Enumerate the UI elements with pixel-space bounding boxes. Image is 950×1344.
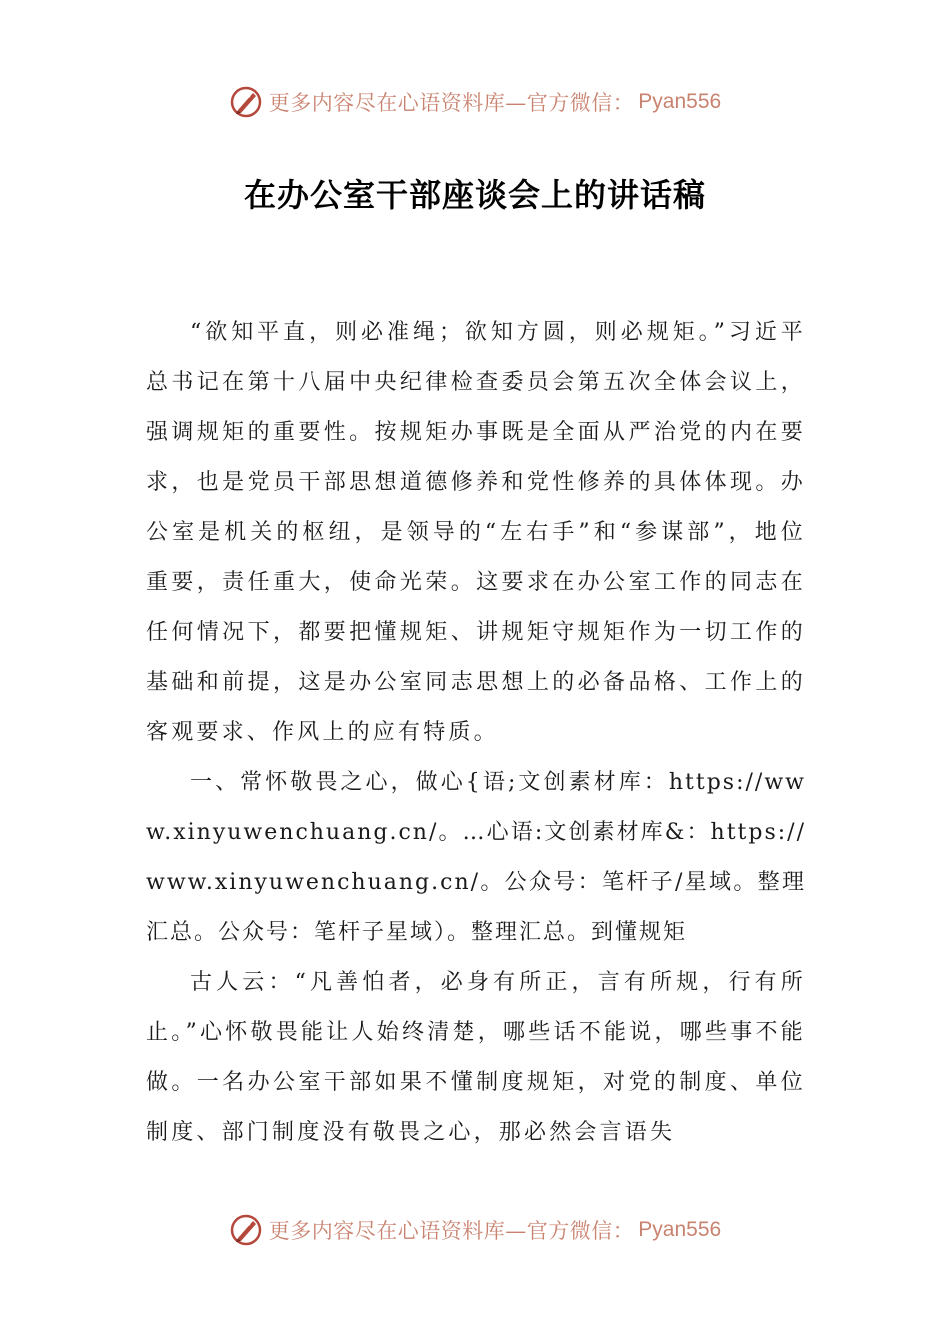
- document-title: 在办公室干部座谈会上的讲话稿: [243, 176, 706, 214]
- banner-wechat-id: Pyan556: [638, 1218, 722, 1241]
- section-heading-1: 一、常怀敬畏之心，做心{语;文创素材库：https://www.xinyuwenchuang.cn/。…心语:文创素材库&：https://www.xinyuwenchuang.cn/。公众号：笔杆子/星域。整理汇总。公众号：笔杆子星域）。整理汇总。到懂规矩: [146, 770, 806, 945]
- paragraph-intro: “欲知平直，则必准绳；欲知方圆，则必规矩。”习近平总书记在第十八届中央纪律检查委员会第五次全体会议上，强调规矩的重要性。按规矩办事既是全面从严治党的内在要求，也是党员干部思想道德修养和党性修养的具体体现。办公室是机关的枢纽，是领导的“左右手”和“参谋部”，地位重要，责任重大，使命光荣。这要求在办公室工作的同志在任何情况下，都要把懂规矩、讲规矩守规矩作为一切工作的基础和前提，这是办公室同志思想上的必备品格、工作上的客观要求、作风上的应有特质。: [146, 320, 806, 745]
- pen-logo-icon: [229, 1213, 263, 1247]
- pen-logo-icon: [229, 85, 263, 119]
- banner-text: 更多内容尽在心语资料库—官方微信：: [268, 91, 635, 115]
- footer-watermark-banner: [0, 1210, 950, 1250]
- banner-wechat-id: Pyan556: [638, 90, 722, 113]
- header-watermark-banner: [0, 82, 950, 122]
- document-body: [146, 308, 806, 1158]
- banner-text: 更多内容尽在心语资料库—官方微信：: [268, 1219, 635, 1243]
- paragraph-section-1: 古人云：“凡善怕者，必身有所正，言有所规，行有所止。”心怀敬畏能让人始终清楚，哪些话不能说，哪些事不能做。一名办公室干部如果不懂制度规矩，对党的制度、单位制度、部门制度没有敬畏之心，那必然会言语失: [146, 970, 806, 1145]
